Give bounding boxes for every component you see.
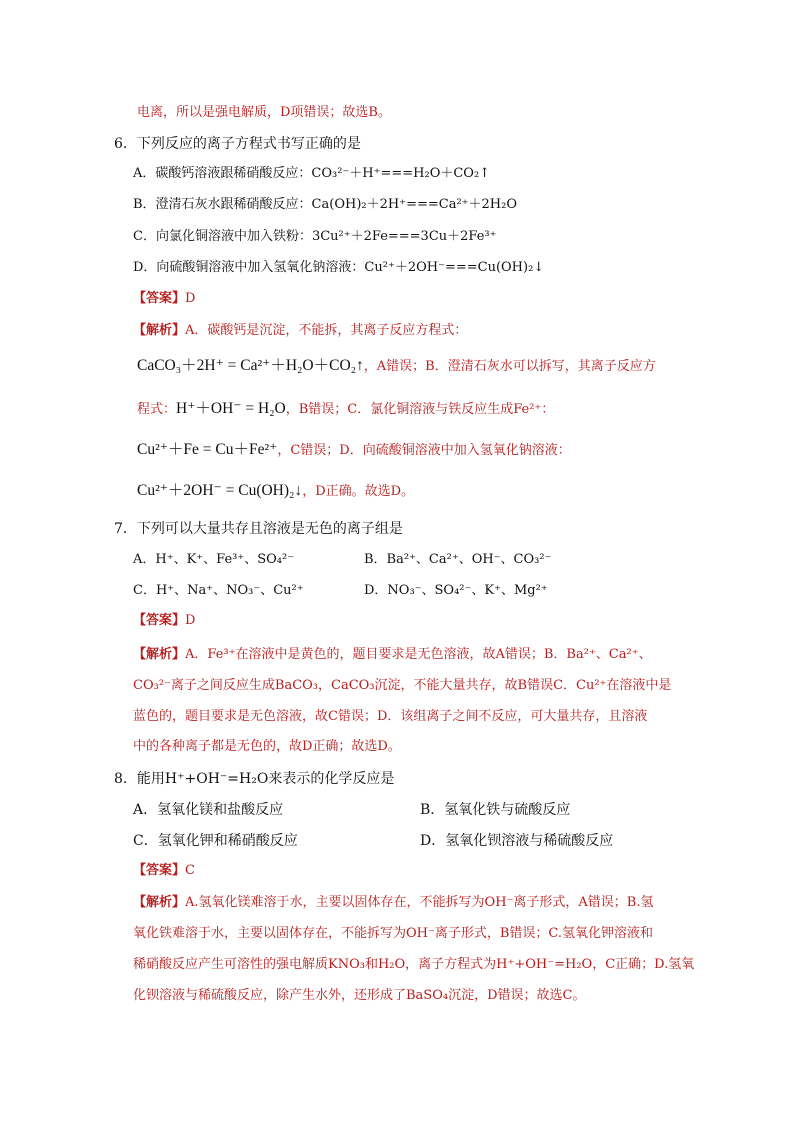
q6-option-b: B．澄清石灰水跟稀硝酸反应：Ca(OH)₂＋2H⁺===Ca²⁺＋2H₂O: [133, 197, 517, 212]
analysis-text: A．碳酸钙是沉淀，不能拆，其离子反应方程式：: [185, 323, 468, 338]
q6-analysis-line1: [133, 322, 467, 340]
q7-option-b: B．Ba²⁺、Ca²⁺、OH⁻、CO₃²⁻: [364, 552, 552, 567]
question-7-stem: 7．下列可以大量共存且溶液是无色的离子组是: [114, 521, 403, 537]
answer-tag: 【答案】: [133, 291, 186, 306]
q7-analysis-line1: [133, 646, 652, 664]
q8-option-d: D．氢氧化钡溶液与稀硫酸反应: [420, 833, 614, 849]
analysis-text: ，C错误；D．向硫酸铜溶液中加入氢氧化钠溶液：: [277, 443, 571, 458]
q6-analysis-line2: [137, 357, 656, 376]
q8-analysis-line4: 化钡溶液与稀硫酸反应，除产生水外，还形成了BaSO₄沉淀，D错误；故选C。: [133, 988, 586, 1003]
analysis-text: 程式：: [137, 402, 177, 417]
q6-analysis-line5: [137, 482, 414, 501]
q8-analysis-line3: 稀硝酸反应产生可溶性的强电解质KNO₃和H₂O，离子方程式为H⁺+OH⁻=H₂O，C正确；D.氢氧: [133, 957, 695, 972]
prev-analysis-tail: 电离，所以是强电解质，D项错误；故选B。: [137, 105, 391, 120]
q8-option-c: C．氢氧化钾和稀硝酸反应: [133, 833, 298, 849]
q7-analysis-line3: 蓝色的，题目要求是无色溶液，故C错误；D．该组离子之间不反应，可大量共存，且溶液: [133, 709, 648, 724]
q8-option-a: A．氢氧化镁和盐酸反应: [133, 802, 284, 818]
q8-analysis-line2: 氧化铁难溶于水，主要以固体存在，不能拆写为OH⁻离子形式，B错误；C.氢氧化钾溶液和: [133, 926, 654, 941]
analysis-text: A．Fe³⁺在溶液中是黄色的，题目要求是无色溶液，故A错误；B．Ba²⁺、Ca²⁺、: [185, 647, 652, 662]
analysis-tag: 【解析】: [133, 323, 186, 338]
q6-option-a: A．碳酸钙溶液跟稀硝酸反应：CO₃²⁻＋H⁺===H₂O＋CO₂↑: [133, 166, 491, 181]
equation-2: H⁺＋OH⁻ = H₂O: [176, 400, 286, 417]
analysis-tag: 【解析】: [133, 647, 186, 662]
q6-option-c: C．向氯化铜溶液中加入铁粉：3Cu²⁺＋2Fe===3Cu＋2Fe³⁺: [133, 229, 497, 244]
q7-analysis-line4: 中的各种离子都是无色的，故D正确；故选D。: [133, 739, 401, 754]
q6-analysis-line4: [137, 441, 571, 460]
q6-answer: [133, 290, 195, 308]
answer-value: D: [185, 613, 196, 628]
question-8-stem: 8．能用H⁺+OH⁻=H₂O来表示的化学反应是: [114, 771, 395, 787]
equation-1: CaCO₃＋2H⁺ = Ca²⁺＋H₂O＋CO₂↑: [137, 357, 364, 374]
q6-analysis-line3: [137, 400, 554, 419]
answer-value: D: [185, 291, 196, 306]
q7-option-d: D．NO₃⁻、SO₄²⁻、K⁺、Mg²⁺: [364, 583, 548, 598]
analysis-text: A.氢氧化镁难溶于水，主要以固体存在，不能拆写为OH⁻离子形式，A错误；B.氢: [185, 895, 654, 910]
analysis-text: ，B错误；C．氯化铜溶液与铁反应生成Fe²⁺：: [285, 402, 555, 417]
analysis-text: ，D正确。故选D。: [302, 484, 415, 499]
analysis-text: ，A错误；B．澄清石灰水可以拆写，其离子反应方: [363, 359, 656, 374]
q7-option-a: A．H⁺、K⁺、Fe³⁺、SO₄²⁻: [133, 552, 295, 567]
answer-tag: 【答案】: [133, 863, 186, 878]
answer-tag: 【答案】: [133, 613, 186, 628]
q8-analysis-line1: [133, 894, 653, 912]
q8-option-b: B．氢氧化铁与硫酸反应: [420, 802, 571, 818]
q8-answer: [133, 862, 195, 880]
question-6-stem: 6．下列反应的离子方程式书写正确的是: [114, 136, 361, 152]
q6-option-d: D．向硫酸铜溶液中加入氢氧化钠溶液：Cu²⁺＋2OH⁻===Cu(OH)₂↓: [133, 260, 545, 275]
q7-answer: [133, 612, 195, 630]
equation-3: Cu²⁺＋Fe = Cu＋Fe²⁺: [137, 441, 278, 458]
answer-value: C: [185, 863, 195, 878]
analysis-tag: 【解析】: [133, 895, 186, 910]
q7-option-c: C．H⁺、Na⁺、NO₃⁻、Cu²⁺: [133, 583, 304, 598]
q7-analysis-line2: CO₃²⁻离子之间反应生成BaCO₃，CaCO₃沉淀，不能大量共存，故B错误C．Cu²⁺在溶液中是: [133, 678, 672, 693]
equation-4: Cu²⁺＋2OH⁻ = Cu(OH)₂↓: [137, 482, 303, 499]
